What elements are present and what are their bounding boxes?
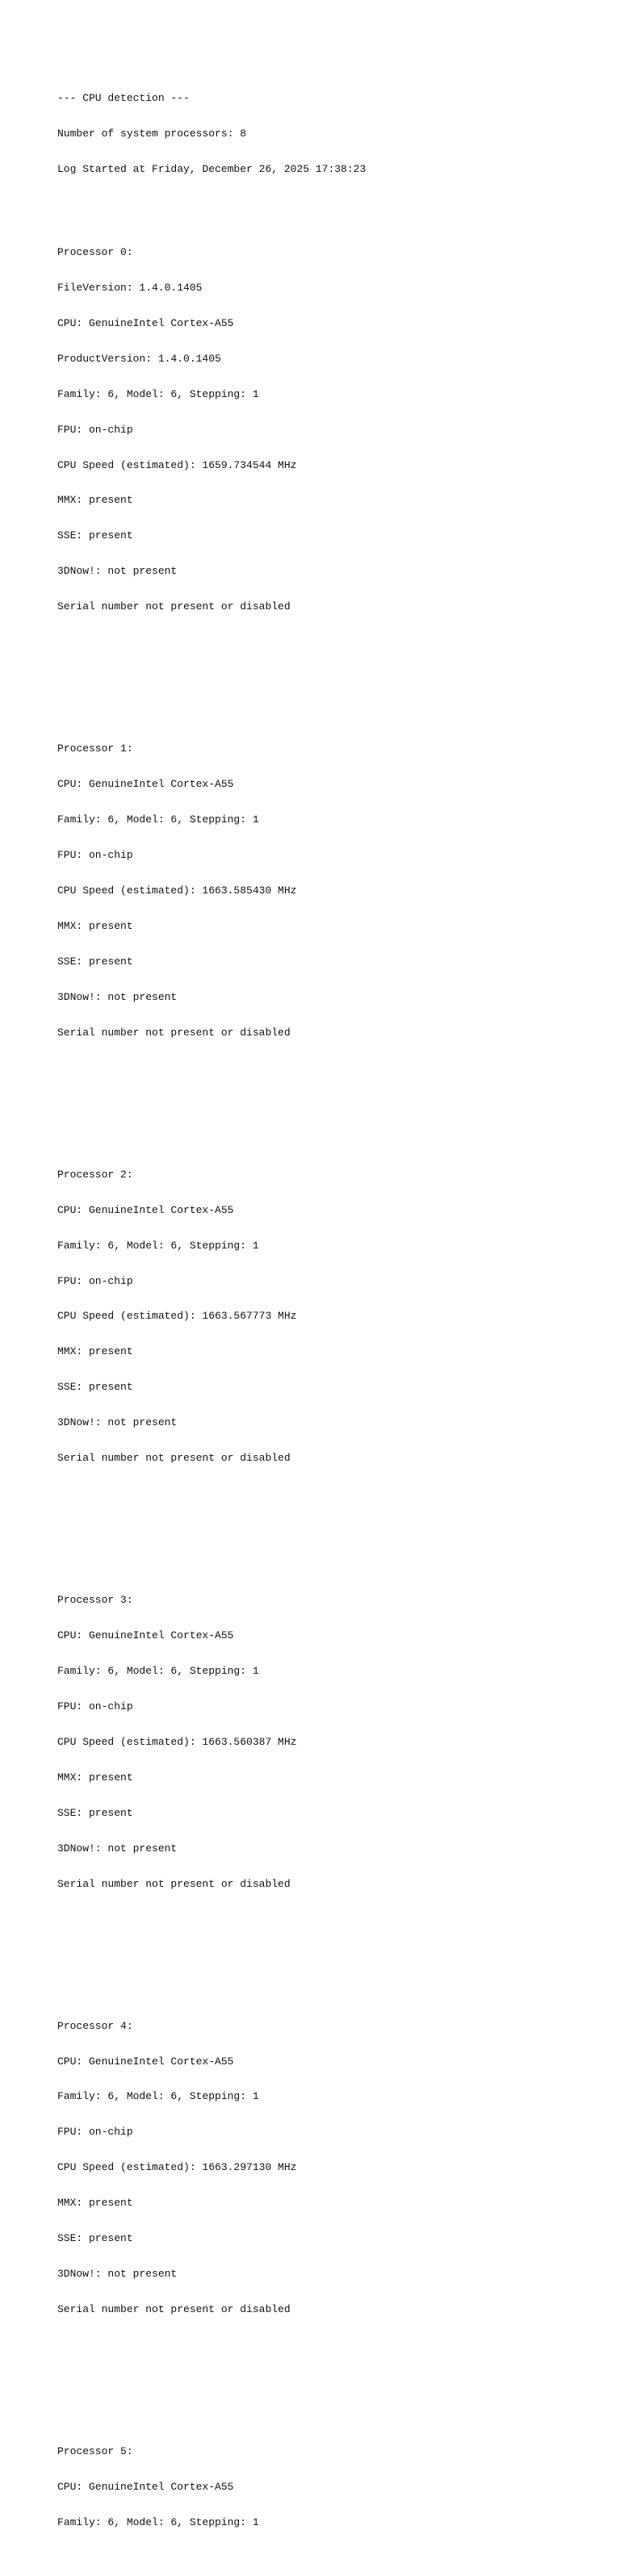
cpu-detection-log bbox=[57, 69, 620, 2576]
processor-block bbox=[57, 1145, 620, 1488]
processor-block bbox=[57, 223, 620, 637]
processor-block bbox=[57, 1997, 620, 2340]
log-line: CPU: GenuineIntel Cortex-A55 bbox=[57, 778, 234, 791]
blank-line bbox=[57, 1512, 620, 1524]
log-line: ProductVersion: 1.4.0.1405 bbox=[57, 352, 221, 365]
log-line: MMX: present bbox=[57, 494, 133, 507]
log-line: 3DNow!: not present bbox=[57, 1842, 178, 1855]
log-line: MMX: present bbox=[57, 2197, 133, 2210]
log-line: SSE: present bbox=[57, 955, 133, 968]
log-line: CPU Speed (estimated): 1663.567773 MHz bbox=[57, 1310, 297, 1323]
log-line: 3DNow!: not present bbox=[57, 2268, 178, 2281]
processor-heading: Processor 4: bbox=[57, 2019, 133, 2032]
log-line: SSE: present bbox=[57, 529, 133, 542]
log-line: Family: 6, Model: 6, Stepping: 1 bbox=[57, 813, 259, 826]
processor-heading: Processor 1: bbox=[57, 742, 133, 755]
processor-block bbox=[57, 2423, 620, 2553]
log-line: Family: 6, Model: 6, Stepping: 1 bbox=[57, 2515, 259, 2528]
log-line: Family: 6, Model: 6, Stepping: 1 bbox=[57, 2090, 259, 2103]
log-start-time: Log Started at Friday, December 26, 2025 17:38:23 bbox=[57, 163, 367, 176]
log-line: CPU: GenuineIntel Cortex-A55 bbox=[57, 316, 234, 329]
log-line: CPU: GenuineIntel Cortex-A55 bbox=[57, 1629, 234, 1642]
log-line: CPU Speed (estimated): 1663.585430 MHz bbox=[57, 884, 297, 897]
log-line: FileVersion: 1.4.0.1405 bbox=[57, 281, 203, 294]
processor-heading: Processor 2: bbox=[57, 1168, 133, 1181]
log-line: SSE: present bbox=[57, 1806, 133, 1819]
blank-line bbox=[57, 1086, 620, 1098]
log-line: Family: 6, Model: 6, Stepping: 1 bbox=[57, 1239, 259, 1252]
log-line: CPU Speed (estimated): 1659.734544 MHz bbox=[57, 458, 297, 471]
log-line: MMX: present bbox=[57, 919, 133, 932]
log-title: --- CPU detection --- bbox=[57, 92, 190, 105]
processor-block bbox=[57, 720, 620, 1063]
log-line: CPU Speed (estimated): 1663.560387 MHz bbox=[57, 1735, 297, 1748]
log-line: SSE: present bbox=[57, 2232, 133, 2245]
blank-line bbox=[57, 1938, 620, 1950]
log-line: SSE: present bbox=[57, 1381, 133, 1394]
blank-line bbox=[57, 661, 620, 673]
log-line: Serial number not present or disabled bbox=[57, 1026, 291, 1039]
processor-heading: Processor 5: bbox=[57, 2445, 133, 2458]
log-line: Serial number not present or disabled bbox=[57, 2303, 291, 2316]
log-line: FPU: on-chip bbox=[57, 423, 133, 436]
processor-block bbox=[57, 1571, 620, 1914]
log-line: 3DNow!: not present bbox=[57, 990, 178, 1003]
log-line: FPU: on-chip bbox=[57, 1700, 133, 1712]
log-line: Serial number not present or disabled bbox=[57, 1877, 291, 1890]
processor-count: Number of system processors: 8 bbox=[57, 128, 247, 140]
blank-line bbox=[57, 2363, 620, 2375]
log-line: CPU: GenuineIntel Cortex-A55 bbox=[57, 2481, 234, 2493]
processor-heading: Processor 0: bbox=[57, 245, 133, 258]
log-line: FPU: on-chip bbox=[57, 1274, 133, 1287]
log-line: Family: 6, Model: 6, Stepping: 1 bbox=[57, 387, 259, 400]
log-line: FPU: on-chip bbox=[57, 2126, 133, 2139]
log-line: Serial number not present or disabled bbox=[57, 600, 291, 613]
log-line: 3DNow!: not present bbox=[57, 565, 178, 578]
log-line: CPU: GenuineIntel Cortex-A55 bbox=[57, 1203, 234, 1216]
log-line: CPU: GenuineIntel Cortex-A55 bbox=[57, 2055, 234, 2068]
processor-heading: Processor 3: bbox=[57, 1594, 133, 1607]
log-line: FPU: on-chip bbox=[57, 849, 133, 862]
log-line: 3DNow!: not present bbox=[57, 1416, 178, 1429]
log-line: CPU Speed (estimated): 1663.297130 MHz bbox=[57, 2161, 297, 2174]
log-line: Family: 6, Model: 6, Stepping: 1 bbox=[57, 1665, 259, 1678]
log-line: MMX: present bbox=[57, 1771, 133, 1784]
log-line: Serial number not present or disabled bbox=[57, 1452, 291, 1465]
log-line: MMX: present bbox=[57, 1345, 133, 1358]
